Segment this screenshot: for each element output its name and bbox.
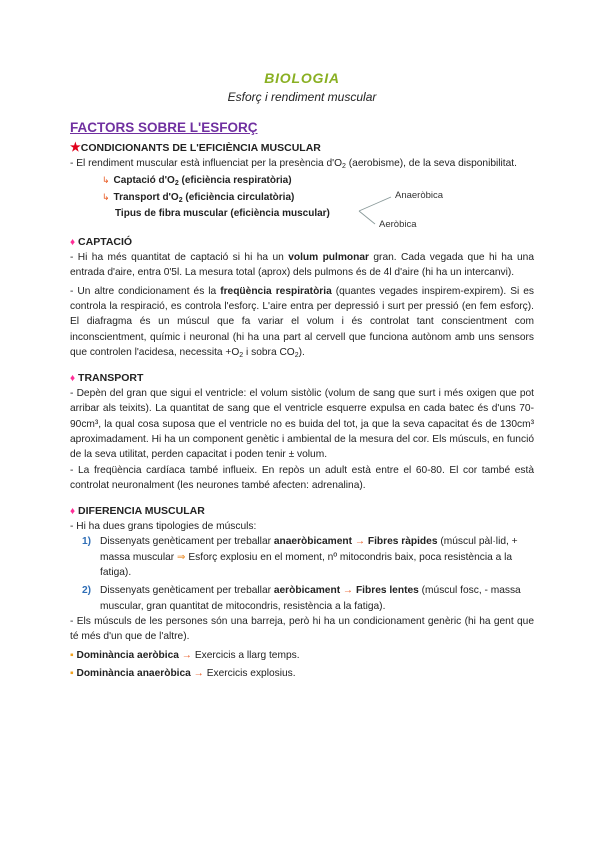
text-run: (quantes vegades inspirem-expirem). Si es controla la respiració, es controla l'esforç. L'aire entra per depressió i surt per pressió (en fem esforç). El diafragma és un múscul que fa variar el volum i és controlat tant conscientment com inconscientment, químic i neuronal (hi ha una part al cervell que funciona autònom amb uns sensors que controlen l'acidesa, necessita +O — [70, 285, 534, 358]
list-number: 1) — [82, 536, 92, 548]
list-item-text: (eficiència circulatòria) — [182, 192, 295, 204]
list-number: 2) — [82, 585, 92, 597]
star-icon: ★ — [70, 139, 81, 154]
list-item-text — [100, 583, 534, 614]
document-subtitle: Esforç i rendiment muscular — [227, 89, 377, 104]
bold-term: Fibres lentes — [355, 585, 419, 597]
right-arrow-icon: → — [351, 536, 368, 548]
diamond-icon: ♦ — [70, 506, 76, 518]
text-run: gran. Cada vegada que hi ha una entrada d'aire, entra 0'5l. La mesura total (aprox) dels pulmons és de 4l d'aire (hi ha un intercanvi). — [70, 252, 534, 279]
right-arrow-icon: → — [340, 585, 356, 597]
hook-arrow-icon: ↳ — [102, 192, 110, 203]
section-heading: FACTORS SOBRE L'ESFORÇ — [70, 120, 258, 136]
branch-label-aerobic: Aeròbica — [379, 219, 417, 231]
bold-term: aeròbicament — [273, 585, 341, 597]
captacio-heading-text: CAPTACIÓ — [78, 236, 133, 249]
diferencia-heading — [70, 504, 534, 519]
condicionants-intro-a: - El rendiment muscular està influenciat per la presència d'O — [70, 157, 343, 169]
diamond-icon: ♦ — [70, 373, 76, 385]
branch-label-anaerobic: Anaeròbica — [395, 190, 444, 202]
list-item-text: Tipus de fibra muscular (eficiència muscular) — [115, 208, 330, 220]
condicionants-intro-b: (aerobisme), de la seva disponibilitat. — [345, 157, 517, 169]
double-arrow-icon: ⇒ — [177, 551, 186, 563]
dominance-item — [70, 666, 534, 681]
captacio-paragraph-1 — [70, 250, 534, 281]
diamond-icon: ♦ — [70, 237, 76, 249]
text-run: ). — [298, 346, 305, 358]
condicionants-heading — [70, 139, 534, 156]
bold-term: anaeròbicament — [273, 536, 352, 548]
square-bullet-icon: ▪ — [70, 667, 74, 679]
fiber-type-branch — [357, 192, 517, 232]
dominance-item — [70, 648, 534, 663]
bold-term: Dominància aeròbica — [76, 649, 179, 661]
list-item — [82, 534, 534, 580]
list-item-sub: 2 — [174, 180, 179, 188]
condicionants-list — [102, 172, 330, 222]
subscript: 2 — [294, 351, 299, 359]
transport-paragraph-2: - La freqüència cardíaca també influeix. En repòs un adult està entre el 60-80. El cor també està controlat neuronalment (les neurones també afecten: adrenalina). — [70, 464, 534, 491]
bold-term: volum pulmonar — [288, 252, 369, 264]
list-item-text: (eficiència respiratòria) — [178, 175, 292, 187]
list-item-sub: 2 — [178, 197, 183, 205]
bold-term: Dominància anaeròbica — [76, 667, 191, 679]
square-bullet-icon: ▪ — [70, 649, 74, 661]
branch-line-top — [359, 197, 391, 211]
list-item-text: Transport d'O — [113, 192, 179, 204]
text-run: Exercicis a llarg temps. — [194, 649, 300, 661]
text-run: - Un altre condicionament és la — [70, 285, 221, 297]
text-run: Dissenyats genèticament per treballar — [100, 536, 274, 548]
right-arrow-icon: → — [178, 649, 195, 661]
hook-arrow-icon: ↳ — [102, 175, 110, 186]
text-run: Esforç explosiu en el moment, nº mitocondris baix, poca resistència a la fatiga). — [100, 551, 513, 579]
transport-heading-text: TRANSPORT — [78, 372, 144, 385]
condicionants-list-block — [70, 172, 534, 231]
transport-heading — [70, 371, 534, 386]
bold-term: Fibres ràpides — [367, 536, 438, 548]
captacio-paragraph-2 — [70, 284, 534, 360]
list-item — [102, 189, 330, 206]
bold-term: freqüència respiratòria — [220, 285, 332, 297]
list-item-text: Captació d'O — [113, 175, 175, 187]
captacio-heading — [70, 235, 534, 250]
transport-paragraph-1: - Depèn del gran que sigui el ventricle: el volum sistòlic (volum de sang que surt i més oxigen que pot arribar als teixits). La quantitat de sang que el ventricle esquerre expulsa en cada batec és d'uns 70-90cm³, la qual cosa suposa que el ventricle no es buida del tot, ja que la seva capacitat és de 130cm³ aproximadament. Hi ha un component genètic i ambiental de la mesura del cor. Els músculs, en funció de la seva utilitat, perden capacitat i poden tenir ± volum. — [70, 388, 534, 461]
text-run: i sobra CO — [243, 346, 295, 358]
condicionants-intro-sub: 2 — [342, 162, 346, 170]
diferencia-intro: - Hi ha dues grans tipologies de músculs: — [70, 521, 257, 533]
subscript: 2 — [239, 351, 244, 359]
condicionants-intro — [70, 156, 534, 171]
list-item — [102, 206, 330, 222]
text-run: (múscul pàl·lid, + massa muscular — [100, 536, 518, 563]
list-item — [102, 172, 330, 189]
text-run: Dissenyats genèticament per treballar — [100, 585, 274, 597]
list-item-text — [100, 534, 534, 580]
condicionants-heading-text: CONDICIONANTS DE L'EFICIÈNCIA MUSCULAR — [80, 141, 321, 154]
text-run: - Hi ha més quantitat de captació si hi ha un — [70, 252, 289, 264]
document-title: BIOLOGIA — [264, 70, 340, 86]
text-run: (múscul fosc, - massa muscular, gran quantitat de mitocondris, resistència a la fatiga). — [100, 585, 521, 612]
text-run: Exercicis explosius. — [206, 667, 296, 679]
list-item — [82, 583, 534, 614]
diferencia-mix-paragraph: - Els músculs de les persones són una barreja, però hi ha un condicionament genèric (hi ha gent que té més d'un que de l'altre). — [70, 615, 534, 643]
branch-line-bottom — [359, 211, 375, 224]
right-arrow-icon: → — [190, 667, 207, 679]
diferencia-heading-text: DIFERENCIA MUSCULAR — [78, 505, 205, 518]
